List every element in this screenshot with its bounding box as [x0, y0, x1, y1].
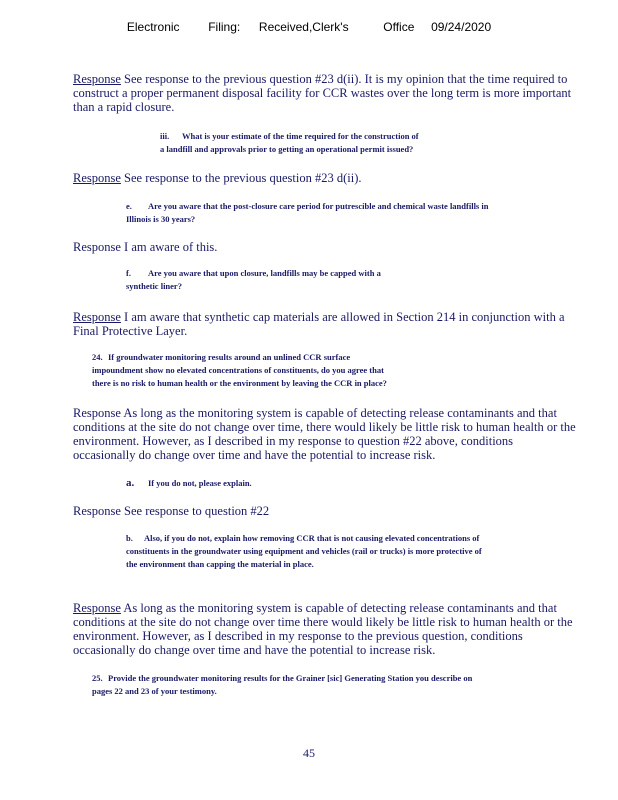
response-paragraph [73, 240, 578, 254]
question-number: b. [126, 533, 133, 543]
header-office: Office [383, 20, 415, 34]
response-label: Response [73, 72, 121, 86]
header-filing: Filing: [208, 20, 241, 34]
response-label: Response [73, 504, 121, 518]
response-text: I am aware of this. [124, 240, 218, 254]
question-text: What is your estimate of the time required for the construction of a landfill and approvals prior to getting an operational permit issued? [160, 131, 419, 154]
question-text: If groundwater monitoring results around an unlined CCR surface impoundment show no elevated concentrations of constituents, do you agree that there is no risk to human health or the environment by leaving the CCR in place? [92, 352, 387, 388]
response-text: As long as the monitoring system is capable of detecting release contaminants and that conditions at the site do not change over time, there would likely be little risk to human health or the environment. However, as I described in my response to question #22 above, conditions occasionally do change over time and have the potential to increase risk. [73, 406, 576, 462]
header-electronic: Electronic [126, 20, 180, 34]
question-number: 24. [92, 352, 103, 362]
question-text: Also, if you do not, explain how removing CCR that is not causing elevated concentrations of constituents in the groundwater using equipment and vehicles (rail or trucks) is more protective of the environment than capping the material in place. [126, 533, 482, 569]
header-received: Received,Clerk's [258, 20, 349, 34]
question-number: a. [126, 477, 135, 489]
response-text: As long as the monitoring system is capable of detecting release contaminants and that conditions at the site do not change over time there would likely be little risk to human health or the environment. However, as I described in my response to the previous question, conditions occasionally do change over time and have the potential to increase risk. [73, 601, 573, 657]
response-paragraph [73, 72, 578, 114]
question-item [126, 477, 426, 490]
question-item [160, 130, 420, 156]
question-item [92, 351, 402, 390]
response-paragraph [73, 310, 578, 338]
question-number: 25. [92, 673, 103, 683]
response-paragraph [73, 406, 578, 462]
response-label: Response [73, 406, 121, 420]
question-number: e. [126, 201, 132, 211]
response-paragraph [73, 171, 578, 185]
response-text: See response to question #22 [124, 504, 270, 518]
response-paragraph [73, 504, 578, 518]
question-item [126, 267, 386, 293]
question-item [126, 200, 506, 226]
question-item [92, 672, 492, 698]
question-number: iii. [160, 131, 170, 141]
response-text: See response to the previous question #23 d(ii). [124, 171, 362, 185]
question-text: If you do not, please explain. [148, 478, 252, 488]
response-label: Response [73, 310, 121, 324]
header-date: 09/24/2020 [431, 20, 492, 34]
filing-header [0, 20, 618, 34]
question-number: f. [126, 268, 131, 278]
response-text: See response to the previous question #23 d(ii). It is my opinion that the time required to construct a proper permanent disposal facility for CCR wastes over the long term is more important than a rapid closure. [73, 72, 572, 114]
question-text: Provide the groundwater monitoring results for the Grainer [sic] Generating Station you describe on pages 22 and 23 of your testimony. [92, 673, 473, 696]
question-item [126, 532, 486, 571]
response-label: Response [73, 601, 121, 615]
response-text: I am aware that synthetic cap materials are allowed in Section 214 in conjunction with a Final Protective Layer. [73, 310, 565, 338]
response-paragraph [73, 601, 578, 657]
response-label: Response [73, 171, 121, 185]
response-label: Response [73, 240, 121, 254]
question-text: Are you aware that the post-closure care period for putrescible and chemical waste landfills in Illinois is 30 years? [126, 201, 489, 224]
page-number: 45 [303, 746, 315, 760]
question-text: Are you aware that upon closure, landfills may be capped with a synthetic liner? [126, 268, 381, 291]
